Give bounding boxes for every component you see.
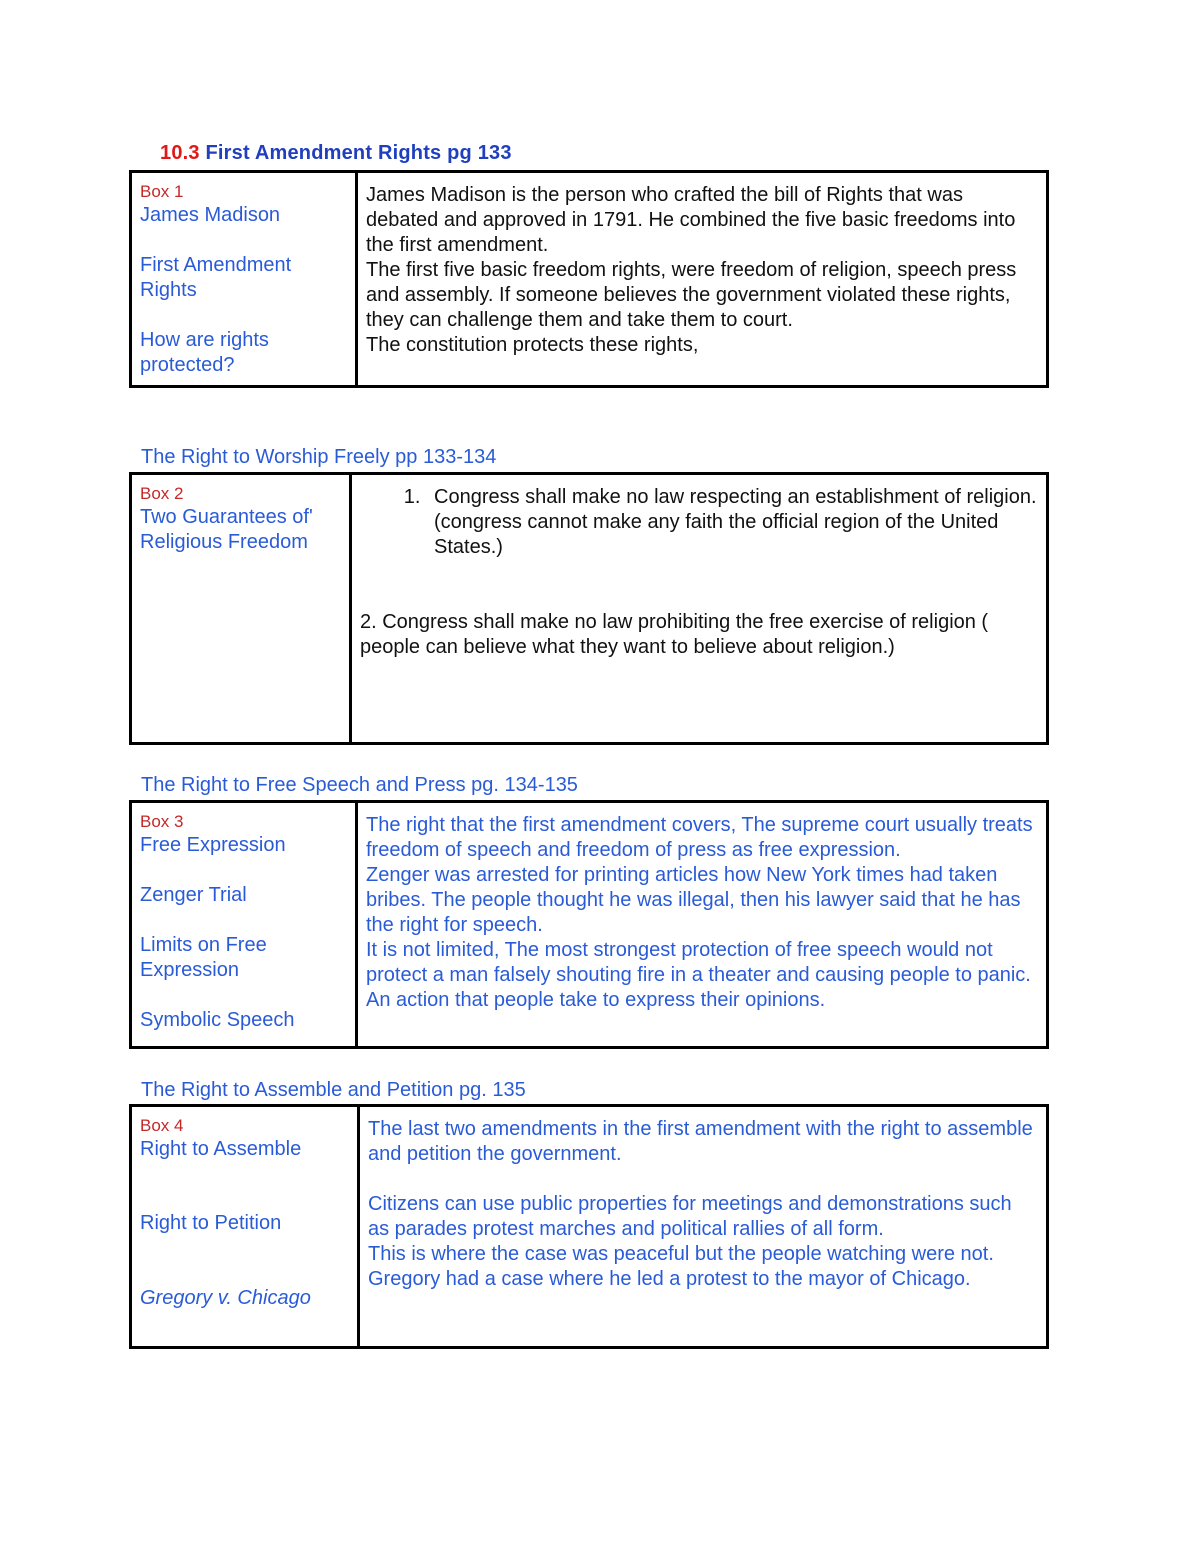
- list-item: 2. Congress shall make no law prohibiting the free exercise of religion ( people can believe what they want to believe about religion.): [360, 611, 989, 658]
- term-james-madison: James Madison: [140, 204, 281, 226]
- box-2-terms: [132, 475, 352, 742]
- box-4-notes: [360, 1107, 1046, 1346]
- box-3-terms: [132, 803, 358, 1046]
- box-3-notes: [358, 803, 1046, 1046]
- box-4-terms: [132, 1107, 360, 1346]
- box-1-terms: [132, 173, 358, 385]
- note-line: It is not limited, The most strongest protection of free speech would not protect a man falsely shouting fire in a theater and causing people to panic.: [366, 939, 1031, 986]
- section-heading: The Right to Worship Freely pp 133-134: [141, 446, 497, 468]
- term-zenger-trial: Zenger Trial: [140, 884, 247, 906]
- section-heading: The Right to Free Speech and Press pg. 134-135: [141, 774, 578, 796]
- list-item: 1. Congress shall make no law respecting an establishment of religion. (congress cannot make any faith the official region of the United States.): [426, 485, 1038, 560]
- box-2: [129, 472, 1049, 745]
- term-right-to-assemble: Right to Assemble: [140, 1138, 302, 1160]
- term-symbolic-speech: Symbolic Speech: [140, 1009, 295, 1031]
- box-4: [129, 1104, 1049, 1349]
- section-heading: The Right to Assemble and Petition pg. 135: [141, 1079, 526, 1101]
- box-label: Box 1: [140, 182, 184, 201]
- note-line: The first five basic freedom rights, were freedom of religion, speech press and assembly. If someone believes the government violated these rights, they can challenge them and take them to court.: [366, 259, 1017, 331]
- term-two-guarantees: Two Guarantees of' Religious Freedom: [140, 506, 313, 553]
- term-first-amendment-rights: First Amendment Rights: [140, 254, 292, 301]
- term-how-are-rights-protected: How are rights protected?: [140, 329, 269, 376]
- note-line: An action that people take to express their opinions.: [366, 989, 826, 1011]
- note-line: Citizens can use public properties for meetings and demonstrations such as parades protest marches and political rallies of all form.: [368, 1193, 1012, 1240]
- box-label: Box 2: [140, 484, 184, 503]
- section-number: 10.3: [160, 142, 200, 164]
- note-line: This is where the case was peaceful but the people watching were not. Gregory had a case where he led a protest to the mayor of Chicago.: [368, 1243, 994, 1290]
- box-2-notes: [352, 475, 1046, 742]
- note-line: The right that the first amendment covers, The supreme court usually treats freedom of speech and freedom of press as free expression.: [366, 814, 1033, 861]
- term-free-expression: Free Expression: [140, 834, 286, 856]
- term-limits-on-free-expression: Limits on Free Expression: [140, 934, 267, 981]
- term-gregory-v-chicago: Gregory v. Chicago: [140, 1287, 311, 1309]
- box-label: Box 4: [140, 1116, 184, 1135]
- note-line: James Madison is the person who crafted the bill of Rights that was debated and approved in 1791. He combined the five basic freedoms into the first amendment.: [366, 184, 1016, 256]
- box-1: [129, 170, 1049, 388]
- guarantee-list: [360, 485, 1038, 560]
- box-1-notes: [358, 173, 1046, 385]
- note-line: The constitution protects these rights,: [366, 334, 699, 356]
- note-line: Zenger was arrested for printing articles how New York times had taken bribes. The people thought he was illegal, then his lawyer said that he has the right for speech.: [366, 864, 1021, 936]
- box-3: [129, 800, 1049, 1049]
- box-label: Box 3: [140, 812, 184, 831]
- note-line: The last two amendments in the first amendment with the right to assemble and petition the government.: [368, 1118, 1033, 1165]
- page-title: [160, 142, 512, 165]
- term-right-to-petition: Right to Petition: [140, 1212, 282, 1234]
- title-text: First Amendment Rights pg 133: [199, 142, 512, 164]
